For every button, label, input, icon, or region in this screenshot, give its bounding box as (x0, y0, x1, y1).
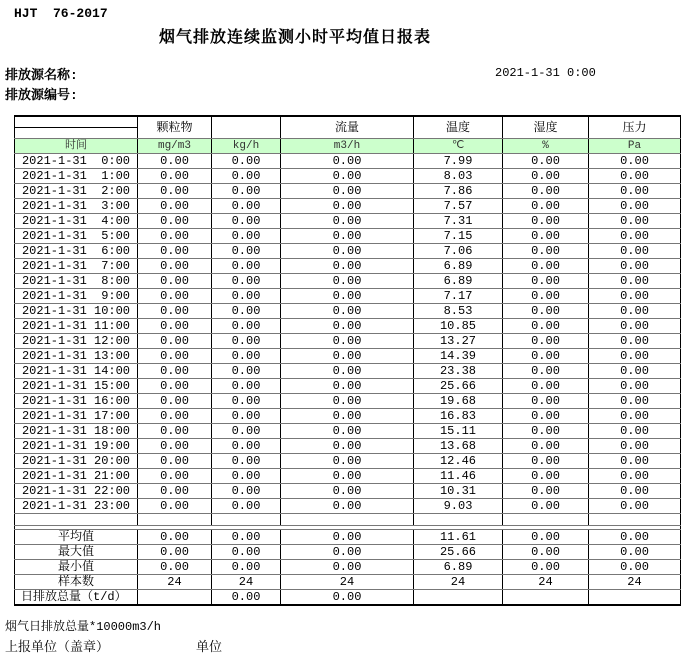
value-cell: 19.68 (414, 394, 503, 409)
summary-value: 0.00 (138, 530, 212, 545)
value-cell: 0.00 (503, 304, 589, 319)
value-cell: 10.85 (414, 319, 503, 334)
value-cell: 0.00 (212, 319, 281, 334)
summary-value: 0.00 (212, 530, 281, 545)
value-cell: 0.00 (138, 229, 212, 244)
summary-value: 0.00 (589, 530, 681, 545)
value-cell: 0.00 (212, 184, 281, 199)
spacer-cell (414, 514, 503, 526)
value-cell: 0.00 (138, 319, 212, 334)
summary-value: 0.00 (281, 590, 414, 606)
source-name-label: 排放源名称: (5, 68, 78, 83)
unit-label: mg/m3 (138, 139, 212, 154)
page-title: 烟气排放连续监测小时平均值日报表 (158, 29, 431, 47)
value-cell: 7.15 (414, 229, 503, 244)
spacer-cell (15, 514, 138, 526)
summary-value: 0.00 (212, 545, 281, 560)
summary-value: 24 (212, 575, 281, 590)
group-header (212, 116, 281, 139)
value-cell: 25.66 (414, 379, 503, 394)
value-cell: 0.00 (589, 289, 681, 304)
value-cell: 0.00 (212, 469, 281, 484)
value-cell: 0.00 (589, 349, 681, 364)
table-head (15, 116, 681, 154)
spacer-cell (589, 514, 681, 526)
value-cell: 0.00 (589, 214, 681, 229)
value-cell: 0.00 (589, 394, 681, 409)
summary-value: 0.00 (281, 545, 414, 560)
value-cell: 11.46 (414, 469, 503, 484)
value-cell: 0.00 (589, 334, 681, 349)
summary-value (589, 590, 681, 606)
value-cell: 0.00 (138, 499, 212, 514)
value-cell: 0.00 (212, 484, 281, 499)
value-cell: 0.00 (589, 229, 681, 244)
data-row (15, 394, 681, 409)
value-cell: 0.00 (212, 154, 281, 169)
spacer-cell (281, 514, 414, 526)
value-cell: 0.00 (138, 379, 212, 394)
value-cell: 0.00 (503, 319, 589, 334)
data-row (15, 439, 681, 454)
summary-value: 24 (589, 575, 681, 590)
value-cell: 0.00 (281, 484, 414, 499)
time-cell: 2021-1-31 10:00 (15, 304, 138, 319)
time-cell: 2021-1-31 7:00 (15, 259, 138, 274)
value-cell: 0.00 (138, 364, 212, 379)
value-cell: 8.03 (414, 169, 503, 184)
value-cell: 0.00 (138, 199, 212, 214)
summary-row (15, 590, 681, 606)
spacer-cell (212, 514, 281, 526)
value-cell: 0.00 (281, 304, 414, 319)
value-cell: 0.00 (281, 349, 414, 364)
value-cell: 7.06 (414, 244, 503, 259)
value-cell: 6.89 (414, 274, 503, 289)
value-cell: 0.00 (503, 244, 589, 259)
value-cell: 0.00 (138, 439, 212, 454)
source-code-label: 排放源编号: (5, 88, 78, 103)
value-cell: 0.00 (503, 499, 589, 514)
value-cell: 0.00 (281, 199, 414, 214)
value-cell: 0.00 (503, 259, 589, 274)
time-cell: 2021-1-31 20:00 (15, 454, 138, 469)
time-cell: 2021-1-31 5:00 (15, 229, 138, 244)
value-cell: 7.99 (414, 154, 503, 169)
value-cell: 0.00 (589, 199, 681, 214)
time-cell: 2021-1-31 15:00 (15, 379, 138, 394)
data-row (15, 409, 681, 424)
value-cell: 0.00 (138, 214, 212, 229)
value-cell: 0.00 (589, 154, 681, 169)
data-row (15, 274, 681, 289)
value-cell: 0.00 (589, 319, 681, 334)
summary-value: 24 (414, 575, 503, 590)
time-cell: 2021-1-31 21:00 (15, 469, 138, 484)
time-cell: 2021-1-31 23:00 (15, 499, 138, 514)
summary-row (15, 545, 681, 560)
value-cell: 0.00 (281, 274, 414, 289)
value-cell: 0.00 (138, 424, 212, 439)
group-header: 温度 (414, 116, 503, 139)
value-cell: 0.00 (212, 289, 281, 304)
summary-value: 0.00 (589, 545, 681, 560)
value-cell: 14.39 (414, 349, 503, 364)
data-row (15, 289, 681, 304)
value-cell: 0.00 (212, 499, 281, 514)
value-cell: 0.00 (281, 289, 414, 304)
total-emission-note: 烟气日排放总量*10000m3/h (5, 620, 162, 634)
value-cell: 0.00 (212, 394, 281, 409)
value-cell: 9.03 (414, 499, 503, 514)
value-cell: 8.53 (414, 304, 503, 319)
summary-value: 0.00 (503, 530, 589, 545)
report-unit-label: 上报单位（盖章） (5, 640, 110, 655)
summary-value: 11.61 (414, 530, 503, 545)
header-blank-top (15, 116, 138, 128)
value-cell: 0.00 (212, 424, 281, 439)
value-cell: 0.00 (138, 259, 212, 274)
time-cell: 2021-1-31 9:00 (15, 289, 138, 304)
time-cell: 2021-1-31 19:00 (15, 439, 138, 454)
summary-value: 0.00 (138, 545, 212, 560)
value-cell: 0.00 (589, 409, 681, 424)
unit-label: 单位 (196, 640, 223, 655)
time-cell: 2021-1-31 8:00 (15, 274, 138, 289)
value-cell: 0.00 (503, 439, 589, 454)
value-cell: 0.00 (212, 454, 281, 469)
value-cell: 0.00 (281, 379, 414, 394)
time-cell: 2021-1-31 18:00 (15, 424, 138, 439)
value-cell: 0.00 (281, 214, 414, 229)
value-cell: 0.00 (212, 409, 281, 424)
summary-row (15, 530, 681, 545)
value-cell: 0.00 (281, 229, 414, 244)
data-row (15, 244, 681, 259)
standard-code: HJT 76-2017 (14, 6, 108, 21)
data-row (15, 499, 681, 514)
value-cell: 7.31 (414, 214, 503, 229)
value-cell: 0.00 (589, 499, 681, 514)
summary-value: 25.66 (414, 545, 503, 560)
summary-row (15, 560, 681, 575)
value-cell: 0.00 (589, 304, 681, 319)
summary-label: 日排放总量（t/d） (15, 590, 138, 606)
summary-row (15, 575, 681, 590)
value-cell: 0.00 (138, 469, 212, 484)
data-row (15, 454, 681, 469)
value-cell: 0.00 (281, 184, 414, 199)
summary-value: 24 (281, 575, 414, 590)
summary-value: 0.00 (503, 545, 589, 560)
value-cell: 0.00 (503, 199, 589, 214)
value-cell: 0.00 (138, 349, 212, 364)
value-cell: 0.00 (503, 229, 589, 244)
value-cell: 0.00 (503, 484, 589, 499)
value-cell: 0.00 (138, 274, 212, 289)
data-row (15, 214, 681, 229)
value-cell: 15.11 (414, 424, 503, 439)
time-cell: 2021-1-31 17:00 (15, 409, 138, 424)
time-cell: 2021-1-31 16:00 (15, 394, 138, 409)
value-cell: 0.00 (138, 484, 212, 499)
time-cell: 2021-1-31 2:00 (15, 184, 138, 199)
group-header: 湿度 (503, 116, 589, 139)
summary-label: 最小值 (15, 560, 138, 575)
group-header: 颗粒物 (138, 116, 212, 139)
data-row (15, 349, 681, 364)
time-cell: 2021-1-31 4:00 (15, 214, 138, 229)
value-cell: 0.00 (589, 484, 681, 499)
value-cell: 0.00 (212, 274, 281, 289)
summary-value: 0.00 (212, 590, 281, 606)
summary-value: 24 (138, 575, 212, 590)
summary-value: 0.00 (503, 560, 589, 575)
value-cell: 0.00 (212, 244, 281, 259)
value-cell: 0.00 (281, 259, 414, 274)
value-cell: 0.00 (503, 349, 589, 364)
value-cell: 0.00 (212, 199, 281, 214)
value-cell: 0.00 (281, 364, 414, 379)
time-cell: 2021-1-31 1:00 (15, 169, 138, 184)
value-cell: 0.00 (138, 394, 212, 409)
unit-label: kg/h (212, 139, 281, 154)
value-cell: 0.00 (138, 304, 212, 319)
summary-value (503, 590, 589, 606)
value-cell: 0.00 (589, 439, 681, 454)
value-cell: 0.00 (138, 409, 212, 424)
value-cell: 0.00 (503, 289, 589, 304)
value-cell: 0.00 (281, 334, 414, 349)
summary-value: 6.89 (414, 560, 503, 575)
report-datetime: 2021-1-31 0:00 (495, 66, 596, 80)
value-cell: 0.00 (503, 394, 589, 409)
value-cell: 0.00 (503, 379, 589, 394)
data-row (15, 169, 681, 184)
data-row (15, 229, 681, 244)
value-cell: 0.00 (138, 154, 212, 169)
header-blank-bottom (15, 128, 138, 139)
value-cell: 0.00 (281, 169, 414, 184)
value-cell: 0.00 (212, 349, 281, 364)
time-cell: 2021-1-31 12:00 (15, 334, 138, 349)
value-cell: 0.00 (212, 439, 281, 454)
group-header: 流量 (281, 116, 414, 139)
time-cell: 2021-1-31 0:00 (15, 154, 138, 169)
value-cell: 0.00 (281, 454, 414, 469)
data-row (15, 304, 681, 319)
value-cell: 0.00 (503, 469, 589, 484)
value-cell: 0.00 (503, 334, 589, 349)
value-cell: 0.00 (212, 334, 281, 349)
value-cell: 0.00 (503, 154, 589, 169)
value-cell: 0.00 (589, 169, 681, 184)
value-cell: 0.00 (138, 334, 212, 349)
spacer-cell (138, 514, 212, 526)
value-cell: 0.00 (281, 439, 414, 454)
data-row (15, 469, 681, 484)
time-header: 时间 (15, 139, 138, 154)
value-cell: 0.00 (212, 214, 281, 229)
data-row (15, 199, 681, 214)
value-cell: 0.00 (281, 499, 414, 514)
value-cell: 7.57 (414, 199, 503, 214)
data-row (15, 364, 681, 379)
summary-value (414, 590, 503, 606)
time-cell: 2021-1-31 13:00 (15, 349, 138, 364)
value-cell: 6.89 (414, 259, 503, 274)
value-cell: 7.17 (414, 289, 503, 304)
summary-value (138, 590, 212, 606)
value-cell: 23.38 (414, 364, 503, 379)
value-cell: 16.83 (414, 409, 503, 424)
time-cell: 2021-1-31 11:00 (15, 319, 138, 334)
summary-value: 24 (503, 575, 589, 590)
value-cell: 0.00 (503, 169, 589, 184)
units-row (15, 139, 681, 154)
value-cell: 7.86 (414, 184, 503, 199)
value-cell: 0.00 (589, 274, 681, 289)
summary-label: 样本数 (15, 575, 138, 590)
value-cell: 0.00 (589, 184, 681, 199)
value-cell: 0.00 (212, 229, 281, 244)
value-cell: 10.31 (414, 484, 503, 499)
summary-label: 最大值 (15, 545, 138, 560)
value-cell: 0.00 (503, 274, 589, 289)
spacer-row (15, 514, 681, 526)
time-cell: 2021-1-31 14:00 (15, 364, 138, 379)
value-cell: 12.46 (414, 454, 503, 469)
value-cell: 0.00 (503, 409, 589, 424)
value-cell: 0.00 (281, 244, 414, 259)
value-cell: 0.00 (212, 364, 281, 379)
unit-label: m3/h (281, 139, 414, 154)
time-cell: 2021-1-31 3:00 (15, 199, 138, 214)
value-cell: 0.00 (281, 409, 414, 424)
value-cell: 0.00 (503, 424, 589, 439)
value-cell: 13.68 (414, 439, 503, 454)
value-cell: 0.00 (503, 364, 589, 379)
group-header-row (15, 116, 681, 128)
group-header: 压力 (589, 116, 681, 139)
value-cell: 0.00 (212, 169, 281, 184)
value-cell: 0.00 (589, 364, 681, 379)
data-row (15, 484, 681, 499)
data-row (15, 424, 681, 439)
value-cell: 13.27 (414, 334, 503, 349)
value-cell: 0.00 (212, 379, 281, 394)
value-cell: 0.00 (281, 154, 414, 169)
value-cell: 0.00 (503, 184, 589, 199)
summary-value: 0.00 (589, 560, 681, 575)
value-cell: 0.00 (503, 454, 589, 469)
value-cell: 0.00 (589, 259, 681, 274)
value-cell: 0.00 (138, 454, 212, 469)
value-cell: 0.00 (589, 424, 681, 439)
summary-value: 0.00 (281, 530, 414, 545)
value-cell: 0.00 (138, 169, 212, 184)
value-cell: 0.00 (138, 244, 212, 259)
table-body (15, 154, 681, 606)
value-cell: 0.00 (281, 469, 414, 484)
value-cell: 0.00 (503, 214, 589, 229)
data-row (15, 259, 681, 274)
value-cell: 0.00 (589, 379, 681, 394)
time-cell: 2021-1-31 22:00 (15, 484, 138, 499)
unit-label: Pa (589, 139, 681, 154)
summary-value: 0.00 (212, 560, 281, 575)
data-row (15, 319, 681, 334)
data-row (15, 379, 681, 394)
data-row (15, 334, 681, 349)
unit-label: % (503, 139, 589, 154)
summary-value: 0.00 (138, 560, 212, 575)
summary-label: 平均值 (15, 530, 138, 545)
value-cell: 0.00 (212, 259, 281, 274)
value-cell: 0.00 (589, 244, 681, 259)
unit-label: ℃ (414, 139, 503, 154)
value-cell: 0.00 (212, 304, 281, 319)
value-cell: 0.00 (589, 469, 681, 484)
value-cell: 0.00 (281, 394, 414, 409)
value-cell: 0.00 (138, 289, 212, 304)
value-cell: 0.00 (281, 424, 414, 439)
time-cell: 2021-1-31 6:00 (15, 244, 138, 259)
spacer-cell (503, 514, 589, 526)
data-row (15, 154, 681, 169)
summary-value: 0.00 (281, 560, 414, 575)
value-cell: 0.00 (281, 319, 414, 334)
data-row (15, 184, 681, 199)
value-cell: 0.00 (138, 184, 212, 199)
report-table (14, 115, 681, 606)
value-cell: 0.00 (589, 454, 681, 469)
